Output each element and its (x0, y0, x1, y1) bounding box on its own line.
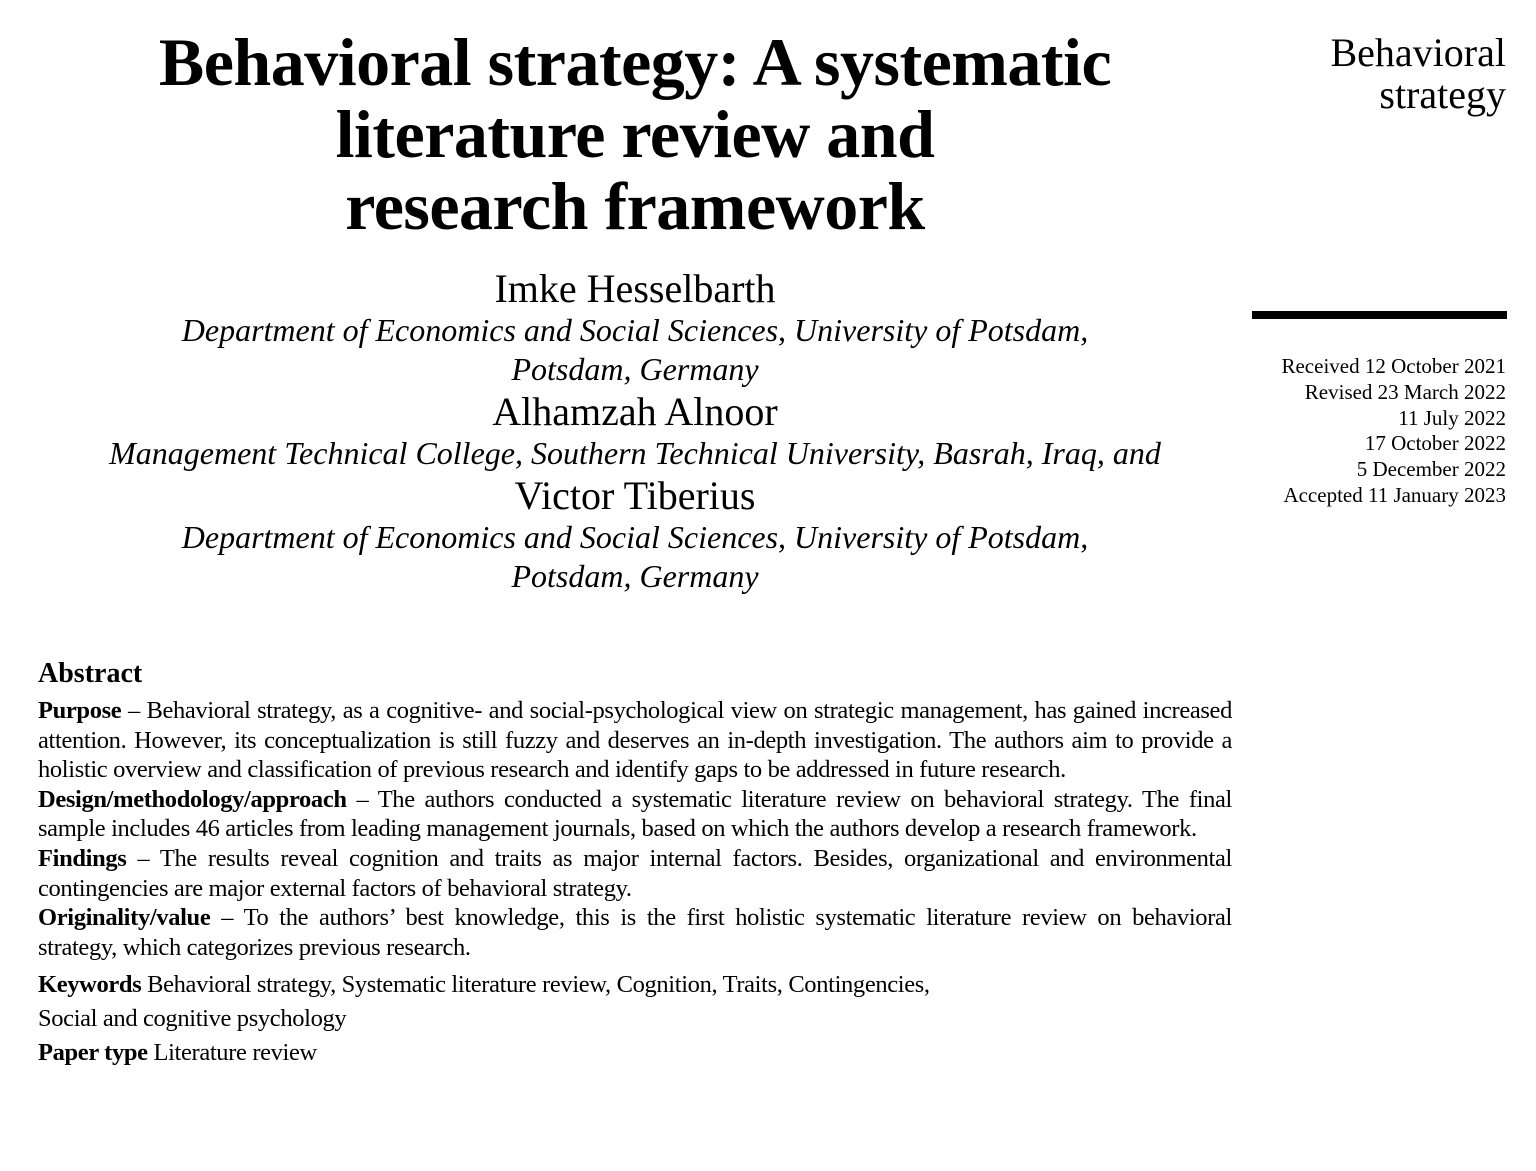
article-title (30, 26, 1240, 242)
section-text: – To the authors’ best knowledge, this is the first holistic systematic literature review on behavioral strategy, which categorizes previous research. (38, 904, 1232, 961)
abstract-heading: Abstract (38, 658, 143, 689)
paper-type-value: Literature review (153, 1039, 317, 1067)
history-line: Received 12 October 2021 (1281, 354, 1506, 378)
paper-type-label: Paper type (38, 1039, 148, 1067)
running-head-line: Behavioral (1330, 30, 1506, 75)
history-line: Revised 23 March 2022 (1304, 379, 1506, 404)
divider-rule (1252, 311, 1507, 319)
author-affiliation: Potsdam, Germany (511, 558, 759, 594)
abstract-findings (38, 844, 1232, 903)
author-name: Imke Hesselbarth (494, 266, 776, 311)
keywords (38, 968, 1232, 1002)
section-label: Design/methodology/approach (38, 785, 347, 813)
section-label: Originality/value (38, 904, 211, 932)
author-name: Victor Tiberius (514, 473, 756, 518)
section-text: – The authors conducted a systematic literature review on behavioral strategy. The final sample includes 46 articles from leading management journals, based on which the authors develop a research framework. (38, 785, 1232, 843)
title-line: research framework (345, 168, 925, 244)
keywords-continued: Social and cognitive psychology (38, 1005, 347, 1033)
history-line: 5 December 2022 (1356, 457, 1506, 482)
abstract (38, 656, 1232, 1070)
abstract-originality (38, 903, 1232, 962)
author-affiliation: Management Technical College, Southern Technical University, Basrah, Iraq, and (109, 435, 1161, 471)
history-line: 11 July 2022 (1398, 405, 1506, 430)
keywords-label: Keywords (38, 971, 142, 999)
history-line: 17 October 2022 (1364, 431, 1506, 456)
paper-type (38, 1036, 1232, 1070)
author-affiliation: Potsdam, Germany (511, 351, 759, 387)
title-line: Behavioral strategy: A systematic (158, 24, 1112, 100)
author-name: Alhamzah Alnoor (492, 389, 778, 434)
submission-history (1281, 354, 1506, 509)
keywords-text: Behavioral strategy, Systematic literature review, Cognition, Traits, Contingencies, (147, 971, 930, 999)
author-affiliation: Department of Economics and Social Sciences, University of Potsdam, (181, 312, 1089, 348)
title-line: literature review and (335, 96, 935, 172)
abstract-design (38, 785, 1232, 844)
section-label: Findings (38, 844, 127, 872)
running-head-line: strategy (1379, 72, 1506, 117)
section-text: – Behavioral strategy, as a cognitive- and social-psychological view on strategic management, has gained increased attention. However, its conceptualization is still fuzzy and deserves an in-depth investigation. The authors aim to provide a holistic overview and classification of previous research and identify gaps to be addressed in future research. (38, 697, 1232, 784)
running-head (1331, 32, 1507, 116)
abstract-purpose (38, 696, 1232, 785)
author-affiliation: Department of Economics and Social Sciences, University of Potsdam, (181, 519, 1089, 555)
author-block (30, 266, 1240, 596)
section-text: – The results reveal cognition and traits as major internal factors. Besides, organizational and environmental contingencies are major external factors of behavioral strategy. (38, 844, 1232, 902)
history-line: Accepted 11 January 2023 (1283, 482, 1506, 507)
section-label: Purpose (38, 697, 122, 724)
